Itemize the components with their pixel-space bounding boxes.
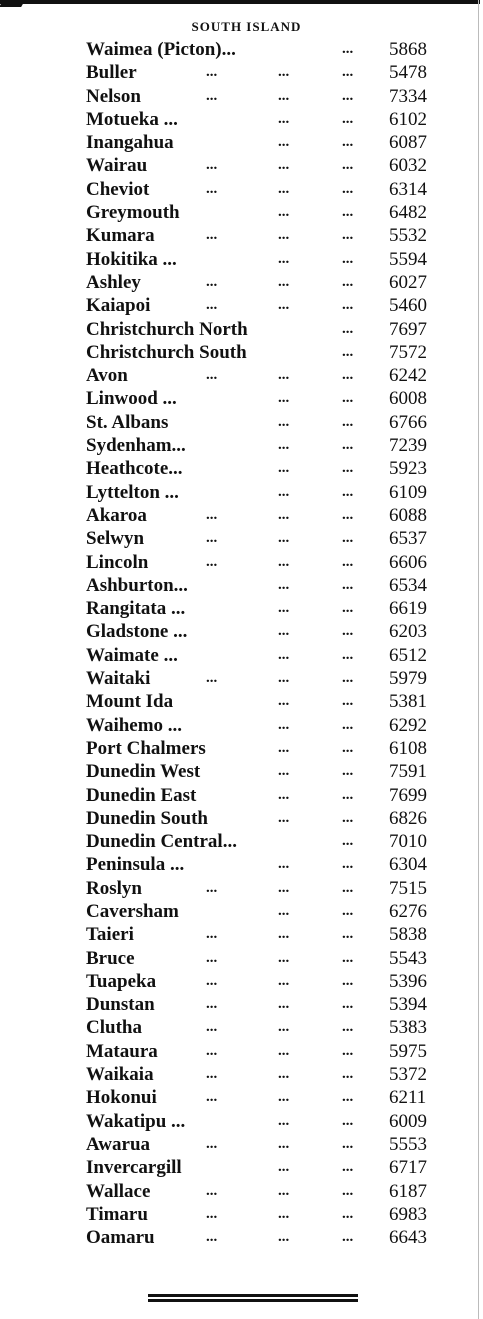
- leader-dots: ...: [342, 413, 354, 430]
- leader-dots: ...: [342, 157, 354, 174]
- electorate-name: Oamaru: [86, 1227, 155, 1249]
- vote-count: 5923: [389, 458, 427, 480]
- leader-dots: ...: [278, 390, 290, 407]
- electorate-name: Caversham: [86, 900, 179, 922]
- vote-count: 6276: [389, 900, 427, 922]
- electorate-name: Avon: [86, 365, 128, 387]
- leader-dots: ...: [342, 64, 354, 81]
- leader-dots: ...: [342, 902, 354, 919]
- vote-count: 6088: [389, 504, 427, 526]
- leader-dots: ...: [278, 506, 290, 523]
- table-row: [86, 923, 446, 946]
- electorate-name: Dunedin South: [86, 807, 208, 829]
- vote-count: 5372: [389, 1064, 427, 1086]
- electorate-name: Rangitata ...: [86, 598, 186, 620]
- leader-dots: ...: [342, 250, 354, 267]
- table-row: [86, 131, 446, 154]
- leader-dots: ...: [342, 180, 354, 197]
- table-row: [86, 248, 446, 271]
- leader-dots: ...: [206, 367, 218, 384]
- electorate-name: Linwood ...: [86, 388, 177, 410]
- leader-dots: ...: [342, 576, 354, 593]
- leader-dots: ...: [342, 600, 354, 617]
- table-row: [86, 853, 446, 876]
- leader-dots: ...: [342, 343, 354, 360]
- table-row: [86, 201, 446, 224]
- electorate-name: Dunedin Central...: [86, 831, 237, 853]
- leader-dots: ...: [342, 833, 354, 850]
- electorate-name: St. Albans: [86, 411, 169, 433]
- table-row: [86, 760, 446, 783]
- table-row: [86, 527, 446, 550]
- vote-count: 6606: [389, 551, 427, 573]
- leader-dots: ...: [278, 1112, 290, 1129]
- leader-dots: ...: [342, 367, 354, 384]
- electorate-name: Awarua: [86, 1133, 151, 1155]
- leader-dots: ...: [278, 204, 290, 221]
- electorate-name: Ashburton...: [86, 574, 188, 596]
- vote-count: 7010: [389, 831, 427, 853]
- leader-dots: ...: [278, 600, 290, 617]
- electorate-name: Selwyn: [86, 528, 145, 550]
- table-row: [86, 341, 446, 364]
- leader-dots: ...: [342, 1112, 354, 1129]
- table-row: [86, 900, 446, 923]
- table-row: [86, 411, 446, 434]
- vote-count: 5868: [389, 39, 427, 60]
- vote-count: 6108: [389, 737, 427, 759]
- leader-dots: ...: [206, 297, 218, 314]
- electorate-name: Nelson: [86, 85, 141, 107]
- table-row: [86, 993, 446, 1016]
- vote-count: 5394: [389, 994, 427, 1016]
- vote-count: 5396: [389, 970, 427, 992]
- table-row: [86, 481, 446, 504]
- leader-dots: ...: [278, 879, 290, 896]
- leader-dots: ...: [342, 1182, 354, 1199]
- leader-dots: ...: [206, 530, 218, 547]
- table-row: [86, 690, 446, 713]
- leader-dots: ...: [342, 227, 354, 244]
- table-row: [86, 1203, 446, 1226]
- leader-dots: ...: [342, 1135, 354, 1152]
- top-rule: [0, 0, 480, 4]
- leader-dots: ...: [278, 1042, 290, 1059]
- table-row: [86, 807, 446, 830]
- leader-dots: ...: [342, 41, 354, 57]
- table-row: [86, 1110, 446, 1133]
- leader-dots: ...: [206, 273, 218, 290]
- electorate-name: Kumara: [86, 225, 155, 247]
- vote-count: 6826: [389, 807, 427, 829]
- vote-count: 6512: [389, 644, 427, 666]
- leader-dots: ...: [278, 227, 290, 244]
- leader-dots: ...: [278, 1205, 290, 1222]
- leader-dots: ...: [278, 1019, 290, 1036]
- vote-count: 6537: [389, 528, 427, 550]
- leader-dots: ...: [206, 1229, 218, 1246]
- table-row: [86, 877, 446, 900]
- closing-rule: [148, 1299, 358, 1302]
- leader-dots: ...: [342, 716, 354, 733]
- leader-dots: ...: [278, 87, 290, 104]
- vote-count: 6242: [389, 365, 427, 387]
- section-title: SOUTH ISLAND: [191, 19, 302, 34]
- table-row: [86, 294, 446, 317]
- vote-count: 6032: [389, 155, 427, 177]
- electorate-name: Motueka ...: [86, 108, 178, 130]
- leader-dots: ...: [206, 180, 218, 197]
- leader-dots: ...: [278, 413, 290, 430]
- electorate-name: Sydenham...: [86, 435, 186, 457]
- table-row: [86, 1086, 446, 1109]
- leader-dots: ...: [278, 530, 290, 547]
- electorate-name: Taieri: [86, 924, 134, 946]
- leader-dots: ...: [342, 1089, 354, 1106]
- leader-dots: ...: [206, 949, 218, 966]
- column-edge-rule: [478, 0, 479, 1319]
- leader-dots: ...: [342, 273, 354, 290]
- electorate-name: Wallace: [86, 1180, 151, 1202]
- electorate-name: Tuapeka: [86, 970, 157, 992]
- vote-count: 5460: [389, 295, 427, 317]
- vote-count: 6187: [389, 1180, 427, 1202]
- electorate-name: Hokitika ...: [86, 248, 177, 270]
- leader-dots: ...: [206, 1042, 218, 1059]
- leader-dots: ...: [206, 670, 218, 687]
- leader-dots: ...: [278, 110, 290, 127]
- table-row: [86, 551, 446, 574]
- electorate-name: Invercargill: [86, 1157, 182, 1179]
- table-row: [86, 364, 446, 387]
- electorate-name: Wairau: [86, 155, 148, 177]
- vote-count: 7334: [389, 85, 427, 107]
- electorate-name: Greymouth: [86, 202, 180, 224]
- table-row: [86, 714, 446, 737]
- electorate-name: Gladstone ...: [86, 621, 188, 643]
- electorate-name: Mataura: [86, 1040, 158, 1062]
- leader-dots: ...: [278, 716, 290, 733]
- leader-dots: ...: [278, 1135, 290, 1152]
- table-row: [86, 830, 446, 853]
- leader-dots: ...: [206, 1019, 218, 1036]
- leader-dots: ...: [342, 856, 354, 873]
- leader-dots: ...: [278, 297, 290, 314]
- table-row: [86, 108, 446, 131]
- vote-count: 7699: [389, 784, 427, 806]
- leader-dots: ...: [206, 972, 218, 989]
- vote-count: 6983: [389, 1203, 427, 1225]
- leader-dots: ...: [278, 786, 290, 803]
- table-row: [86, 1156, 446, 1179]
- vote-count: 6534: [389, 574, 427, 596]
- vote-count: 6482: [389, 202, 427, 224]
- table-row: [86, 597, 446, 620]
- electorate-name: Dunedin East: [86, 784, 197, 806]
- leader-dots: ...: [206, 553, 218, 570]
- leader-dots: ...: [278, 437, 290, 454]
- electorate-name: Ashley: [86, 271, 141, 293]
- vote-count: 6619: [389, 598, 427, 620]
- leader-dots: ...: [206, 87, 218, 104]
- leader-dots: ...: [278, 949, 290, 966]
- leader-dots: ...: [278, 856, 290, 873]
- table-row: [86, 434, 446, 457]
- table-row: [86, 1040, 446, 1063]
- electorate-name: Waikaia: [86, 1064, 154, 1086]
- leader-dots: ...: [206, 506, 218, 523]
- table-row: [86, 224, 446, 247]
- ink-mark: [0, 4, 23, 7]
- leader-dots: ...: [278, 1159, 290, 1176]
- leader-dots: ...: [206, 996, 218, 1013]
- leader-dots: ...: [342, 1159, 354, 1176]
- vote-count: 5543: [389, 947, 427, 969]
- table-row: [86, 970, 446, 993]
- leader-dots: ...: [342, 996, 354, 1013]
- electorate-name: Inangahua: [86, 132, 174, 154]
- leader-dots: ...: [278, 739, 290, 756]
- table-row: [86, 318, 446, 341]
- vote-count: 5975: [389, 1040, 427, 1062]
- leader-dots: ...: [206, 1182, 218, 1199]
- leader-dots: ...: [342, 1019, 354, 1036]
- leader-dots: ...: [278, 250, 290, 267]
- leader-dots: ...: [342, 879, 354, 896]
- table-row: [86, 178, 446, 201]
- table-row: [86, 154, 446, 177]
- leader-dots: ...: [342, 437, 354, 454]
- leader-dots: ...: [342, 390, 354, 407]
- electorate-name: Lyttelton ...: [86, 481, 179, 503]
- vote-count: 6766: [389, 411, 427, 433]
- leader-dots: ...: [278, 1066, 290, 1083]
- electorate-name: Waimea (Picton)...: [86, 39, 236, 60]
- vote-count: 7572: [389, 341, 427, 363]
- electorate-name: Dunstan: [86, 994, 155, 1016]
- closing-rule: [148, 1294, 358, 1297]
- vote-count: 6304: [389, 854, 427, 876]
- electorate-name: Roslyn: [86, 877, 142, 899]
- leader-dots: ...: [278, 763, 290, 780]
- table-row: [86, 574, 446, 597]
- vote-count: 7515: [389, 877, 427, 899]
- leader-dots: ...: [342, 530, 354, 547]
- electorate-name: Waimate ...: [86, 644, 178, 666]
- table-row: [86, 1016, 446, 1039]
- electorate-name: Cheviot: [86, 178, 150, 200]
- table-row: [86, 1133, 446, 1156]
- electorate-name: Heathcote...: [86, 458, 183, 480]
- electorate-name: Wakatipu ...: [86, 1110, 186, 1132]
- leader-dots: ...: [342, 483, 354, 500]
- electorate-name: Waitaki: [86, 668, 151, 690]
- vote-count: 6009: [389, 1110, 427, 1132]
- table-row: [86, 38, 446, 61]
- leader-dots: ...: [278, 576, 290, 593]
- leader-dots: ...: [342, 506, 354, 523]
- vote-count: 7239: [389, 435, 427, 457]
- electorate-name: Mount Ida: [86, 691, 174, 713]
- leader-dots: ...: [206, 1135, 218, 1152]
- leader-dots: ...: [342, 204, 354, 221]
- vote-count: 5553: [389, 1133, 427, 1155]
- electorate-name: Port Chalmers: [86, 737, 206, 759]
- vote-count: 5381: [389, 691, 427, 713]
- electorate-name: Christchurch North: [86, 318, 248, 340]
- electorate-name: Akaroa: [86, 504, 147, 526]
- leader-dots: ...: [342, 110, 354, 127]
- table-row: [86, 387, 446, 410]
- table-row: [86, 457, 446, 480]
- leader-dots: ...: [278, 809, 290, 826]
- vote-count: 6102: [389, 108, 427, 130]
- leader-dots: ...: [342, 1042, 354, 1059]
- vote-count: 6292: [389, 714, 427, 736]
- table-row: [86, 784, 446, 807]
- vote-count: 6211: [389, 1087, 427, 1109]
- leader-dots: ...: [278, 646, 290, 663]
- leader-dots: ...: [342, 1229, 354, 1246]
- vote-count: 5478: [389, 62, 427, 84]
- leader-dots: ...: [278, 693, 290, 710]
- leader-dots: ...: [278, 483, 290, 500]
- electorate-name: Clutha: [86, 1017, 142, 1039]
- leader-dots: ...: [342, 553, 354, 570]
- leader-dots: ...: [342, 949, 354, 966]
- electorate-name: Peninsula ...: [86, 854, 185, 876]
- leader-dots: ...: [278, 623, 290, 640]
- leader-dots: ...: [342, 693, 354, 710]
- vote-count: 5979: [389, 668, 427, 690]
- vote-count: 5532: [389, 225, 427, 247]
- table-row: [86, 667, 446, 690]
- leader-dots: ...: [278, 972, 290, 989]
- vote-count: 7697: [389, 318, 427, 340]
- table-row: [86, 85, 446, 108]
- leader-dots: ...: [278, 553, 290, 570]
- electorate-name: Hokonui: [86, 1087, 157, 1109]
- electorate-name: Bruce: [86, 947, 135, 969]
- vote-count: 6314: [389, 178, 427, 200]
- vote-count: 6027: [389, 271, 427, 293]
- leader-dots: ...: [278, 180, 290, 197]
- leader-dots: ...: [342, 670, 354, 687]
- leader-dots: ...: [342, 786, 354, 803]
- leader-dots: ...: [342, 460, 354, 477]
- leader-dots: ...: [342, 320, 354, 337]
- leader-dots: ...: [278, 64, 290, 81]
- leader-dots: ...: [278, 1089, 290, 1106]
- leader-dots: ...: [342, 763, 354, 780]
- vote-count: 5838: [389, 924, 427, 946]
- leader-dots: ...: [342, 1205, 354, 1222]
- leader-dots: ...: [206, 227, 218, 244]
- leader-dots: ...: [342, 87, 354, 104]
- leader-dots: ...: [342, 1066, 354, 1083]
- leader-dots: ...: [342, 646, 354, 663]
- leader-dots: ...: [278, 996, 290, 1013]
- leader-dots: ...: [206, 64, 218, 81]
- table-row: [86, 1063, 446, 1086]
- vote-count: 6643: [389, 1227, 427, 1249]
- table-row: [86, 1180, 446, 1203]
- leader-dots: ...: [278, 367, 290, 384]
- leader-dots: ...: [342, 926, 354, 943]
- table-row: [86, 737, 446, 760]
- leader-dots: ...: [206, 1089, 218, 1106]
- table-row: [86, 644, 446, 667]
- leader-dots: ...: [278, 902, 290, 919]
- table-row: [86, 504, 446, 527]
- leader-dots: ...: [278, 670, 290, 687]
- leader-dots: ...: [342, 739, 354, 756]
- leader-dots: ...: [206, 157, 218, 174]
- leader-dots: ...: [342, 809, 354, 826]
- leader-dots: ...: [342, 134, 354, 151]
- vote-count: 5383: [389, 1017, 427, 1039]
- electorate-name: Dunedin West: [86, 761, 201, 783]
- vote-count: 6717: [389, 1157, 427, 1179]
- leader-dots: ...: [206, 879, 218, 896]
- leader-dots: ...: [206, 926, 218, 943]
- leader-dots: ...: [206, 1205, 218, 1222]
- vote-count: 7591: [389, 761, 427, 783]
- vote-count: 5594: [389, 248, 427, 270]
- leader-dots: ...: [342, 972, 354, 989]
- electorate-name: Lincoln: [86, 551, 149, 573]
- leader-dots: ...: [342, 297, 354, 314]
- table-row: [86, 61, 446, 84]
- electorate-name: Kaiapoi: [86, 295, 151, 317]
- table-row: [86, 1226, 446, 1249]
- vote-count: 6203: [389, 621, 427, 643]
- electorate-name: Buller: [86, 62, 137, 84]
- leader-dots: ...: [278, 134, 290, 151]
- table-row: [86, 947, 446, 970]
- vote-count: 6109: [389, 481, 427, 503]
- leader-dots: ...: [278, 157, 290, 174]
- leader-dots: ...: [278, 1182, 290, 1199]
- table-row: [86, 620, 446, 643]
- leader-dots: ...: [278, 926, 290, 943]
- leader-dots: ...: [278, 273, 290, 290]
- electorate-name: Waihemo ...: [86, 714, 183, 736]
- electorate-name: Timaru: [86, 1203, 148, 1225]
- electorate-name: Christchurch South: [86, 341, 247, 363]
- leader-dots: ...: [206, 1066, 218, 1083]
- table-row: [86, 271, 446, 294]
- leader-dots: ...: [278, 1229, 290, 1246]
- vote-count: 6008: [389, 388, 427, 410]
- leader-dots: ...: [342, 623, 354, 640]
- vote-count: 6087: [389, 132, 427, 154]
- electorate-list: [86, 38, 446, 1249]
- leader-dots: ...: [278, 460, 290, 477]
